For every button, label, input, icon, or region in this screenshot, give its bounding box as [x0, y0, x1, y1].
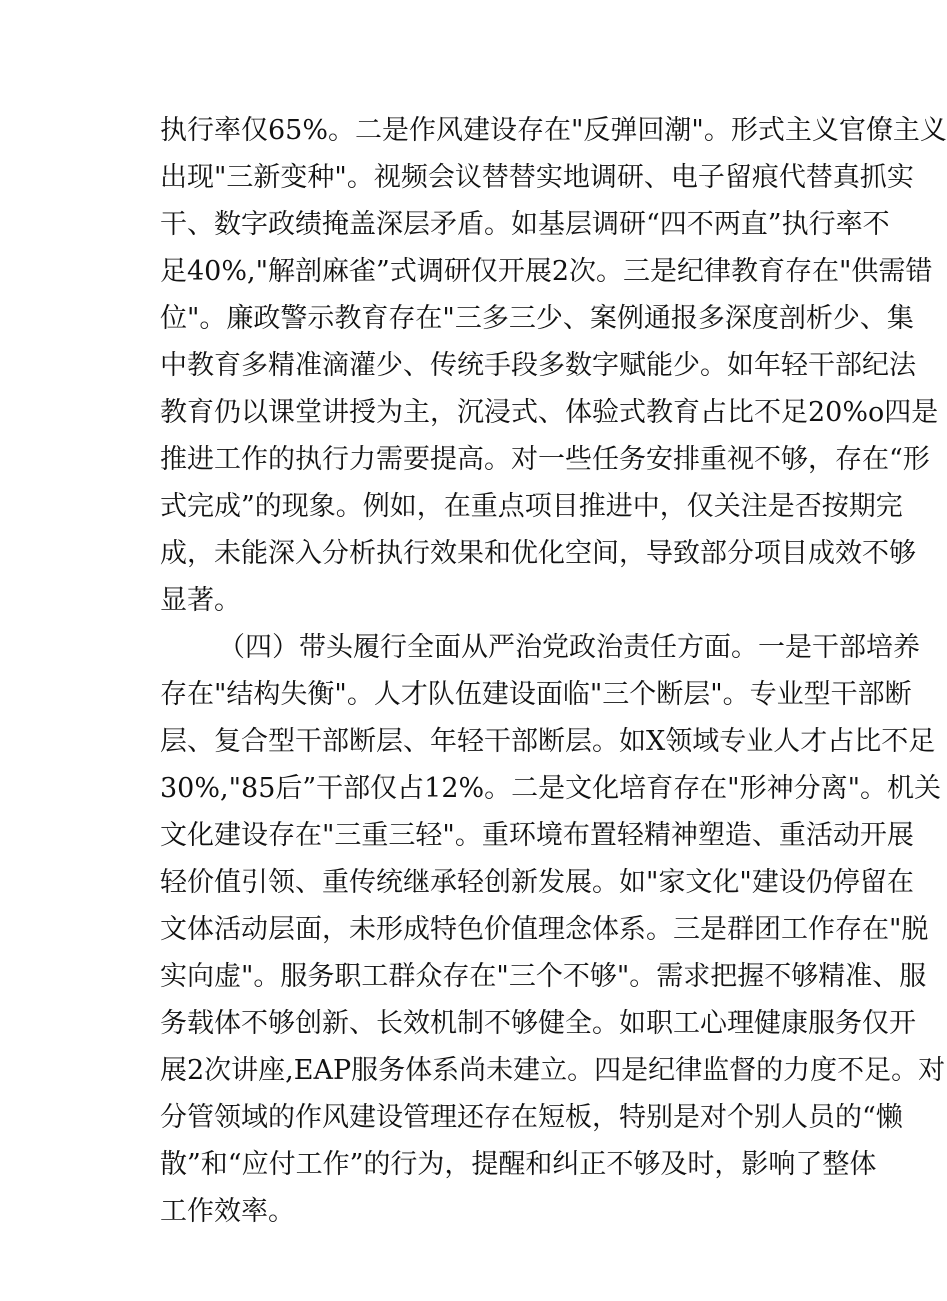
text-line-23: 散”和“应付工作”的行为，提醒和纠正不够及时，影响了整体	[160, 1149, 877, 1180]
text-line-14: 层、复合型干部断层、年轻干部断层。如X领域专业人才占比不足	[160, 726, 936, 757]
text-line-3: 干、数字政绩掩盖深层矛盾。如基层调研“四不两直”执行率不	[160, 209, 890, 240]
text-line-9: 式完成”的现象。例如，在重点项目推进中，仅关注是否按期完	[160, 491, 903, 522]
text-line-5: 位"。廉政警示教育存在"三多三少、案例通报多深度剖析少、集	[160, 303, 914, 334]
text-line-11: 显著。	[160, 585, 241, 616]
text-line-22: 分管领域的作风建设管理还存在短板，特别是对个别人员的“懒	[160, 1102, 903, 1133]
text-line-8: 推进工作的执行力需要提高。对一些任务安排重视不够，存在“形	[160, 444, 930, 475]
text-line-15: 30%,"85后”干部仅占12%。二是文化培育存在"形神分离"。机关	[160, 773, 942, 804]
text-line-2: 出现"三新变种"。视频会议替替实地调研、电子留痕代替真抓实	[160, 162, 914, 193]
text-line-4: 足40%,"解剖麻雀”式调研仅开展2次。三是纪律教育存在"供需错	[160, 256, 933, 287]
text-line-18: 文体活动层面，未形成特色价值理念体系。三是群团工作存在"脱	[160, 914, 929, 945]
section-heading-line: （四）带头履行全面从严治党政治责任方面。一是干部培养	[218, 632, 920, 663]
text-line-16: 文化建设存在"三重三轻"。重环境布置轻精神塑造、重活动开展	[160, 820, 914, 851]
text-line-21: 展2次讲座,EAP服务体系尚未建立。四是纪律监督的力度不足。对	[160, 1055, 946, 1086]
text-line-24: 工作效率。	[160, 1196, 295, 1227]
text-line-20: 务载体不够创新、长效机制不够健全。如职工心理健康服务仅开	[160, 1008, 916, 1039]
text-line-10: 成，未能深入分析执行效果和优化空间，导致部分项目成效不够	[160, 538, 916, 569]
text-line-17: 轻价值引领、重传统继承轻创新发展。如"家文化"建设仍停留在	[160, 867, 914, 898]
text-line-19: 实向虚"。服务职工群众存在"三个不够"。需求把握不够精准、服	[160, 961, 927, 992]
text-line-13: 存在"结构失衡"。人才队伍建设面临"三个断层"。专业型干部断	[160, 679, 912, 710]
text-line-7: 教育仍以课堂讲授为主，沉浸式、体验式教育占比不足20%o四是	[160, 397, 939, 428]
text-line-1: 执行率仅65%。二是作风建设存在"反弹回潮"。形式主义官僚主义	[160, 115, 947, 146]
text-line-6: 中教育多精准滴灌少、传统手段多数字赋能少。如年轻干部纪法	[160, 350, 916, 381]
